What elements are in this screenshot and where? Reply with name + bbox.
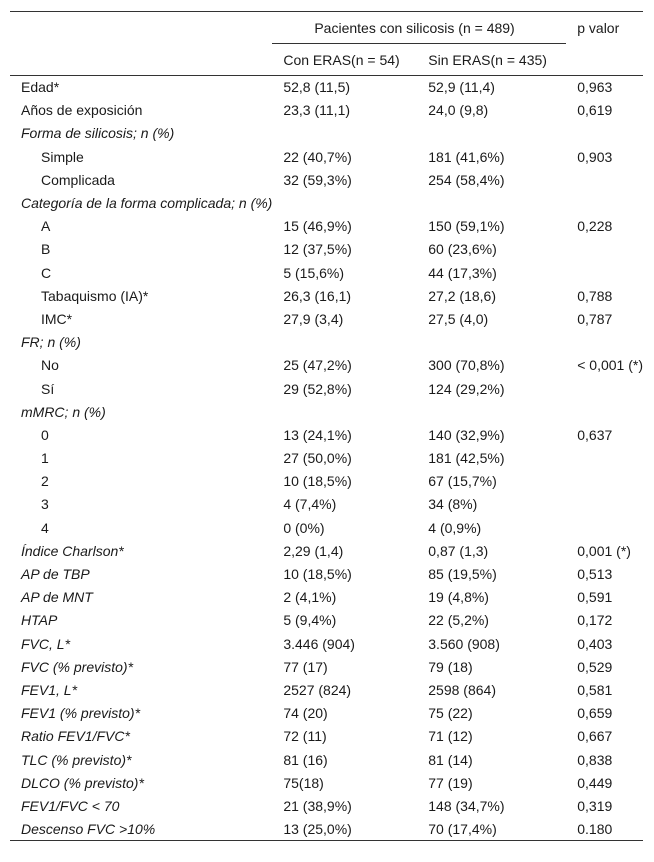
table-row [10,725,643,748]
table-row [10,261,643,284]
cell-sin-eras: 71 (12) [428,728,473,745]
row-label: A [41,218,51,235]
cell-con-eras: 32 (59,3%) [283,171,352,188]
cell-p-valor: 0,903 [577,148,613,165]
table-row [10,238,643,261]
cell-con-eras: 2527 (824) [283,681,352,698]
cell-p-valor: 0,172 [577,612,613,629]
cell-p-valor: 0,449 [577,774,613,791]
row-label: Ratio FEV1/FVC* [21,728,130,745]
cell-sin-eras [417,400,566,423]
row-label: Sí [41,380,55,397]
cell-p-valor [566,122,643,145]
cell-p-valor [566,516,643,539]
cell-p-valor [566,331,643,354]
cell-sin-eras: 60 (23,6%) [428,241,497,258]
cell-sin-eras: 19 (4,8%) [428,589,489,606]
cell-con-eras: 2,29 (1,4) [283,542,344,559]
row-label: Índice Charlson* [21,542,124,559]
row-label: Categoría de la forma complicada; n (%) [21,195,273,212]
cell-con-eras: 22 (40,7%) [283,148,352,165]
cell-p-valor [566,400,643,423]
row-label: 4 [41,519,49,536]
cell-sin-eras: 300 (70,8%) [428,357,505,374]
row-label: FEV1, L* [21,681,78,698]
cell-p-valor [566,238,643,261]
header-p-label: p valor [566,12,643,44]
cell-p-valor: 0,403 [577,635,613,652]
header-blank-cell [10,12,272,44]
row-label: 1 [41,450,49,467]
cell-sin-eras: 4 (0,9%) [428,519,482,536]
cell-con-eras: 77 (17) [283,658,328,675]
cell-p-valor: 0,228 [577,218,613,235]
table-row [10,377,643,400]
cell-p-valor: 0,591 [577,589,613,606]
table-row [10,191,643,214]
table-row [10,470,643,493]
row-label: Años de exposición [21,102,143,119]
cell-con-eras [272,191,417,214]
cell-p-valor: 0,581 [577,681,613,698]
table-row [10,307,643,330]
cell-p-valor: 0.180 [566,818,643,841]
cell-con-eras: 5 (15,6%) [283,264,345,281]
cell-sin-eras: 0,87 (1,3) [428,542,489,559]
table-row [10,632,643,655]
row-label: FEV1/FVC < 70 [21,797,120,814]
table-row [10,609,643,632]
cell-con-eras: 5 (9,4%) [283,612,337,629]
cell-sin-eras: 140 (32,9%) [428,426,505,443]
cell-p-valor: 0,963 [577,79,613,96]
table-row [10,678,643,701]
table-row [10,168,643,191]
row-label: FVC, L* [21,635,71,652]
cell-con-eras: 26,3 (16,1) [283,287,352,304]
table-row [10,331,643,354]
cell-p-valor: 0,838 [577,751,613,768]
row-label: Descenso FVC >10% [10,818,272,841]
cell-con-eras: 10 (18,5%) [283,566,352,583]
row-label: IMC* [41,310,73,327]
cell-sin-eras [417,122,566,145]
cell-sin-eras [417,191,566,214]
header-group-label: Pacientes con silicosis (n = 489) [272,12,566,44]
cell-p-valor [566,168,643,191]
table-row [10,122,643,145]
cell-sin-eras: 254 (58,4%) [428,171,505,188]
cell-p-valor: 0,788 [577,287,613,304]
cell-con-eras: 27 (50,0%) [283,450,352,467]
cell-sin-eras: 34 (8%) [428,496,478,513]
row-label: C [41,264,52,281]
cell-p-valor: 0,001 (*) [577,542,631,559]
cell-sin-eras: 70 (17,4%) [417,818,566,841]
row-label: Simple [41,148,84,165]
row-label: 0 [41,426,49,443]
cell-con-eras: 13 (25,0%) [272,818,417,841]
table-row [10,284,643,307]
cell-sin-eras: 85 (19,5%) [428,566,497,583]
cell-sin-eras: 2598 (864) [428,681,496,698]
row-label: Forma de silicosis; n (%) [21,125,175,142]
cell-p-valor [566,377,643,400]
cell-p-valor [566,191,643,214]
cell-sin-eras: 22 (5,2%) [428,612,489,629]
data-table [10,11,643,841]
row-label: TLC (% previsto)* [21,751,132,768]
row-label: FR; n (%) [21,334,81,351]
cell-con-eras: 21 (38,9%) [283,797,352,814]
row-label: Tabaquismo (IA)* [41,287,149,304]
cell-p-valor: 0,659 [577,705,613,722]
table-row [10,818,643,841]
cell-sin-eras: 3.560 (908) [428,635,500,652]
header-blank-cell [566,44,643,76]
cell-sin-eras: 79 (18) [428,658,473,675]
table-row [10,748,643,771]
cell-con-eras: 13 (24,1%) [283,426,352,443]
cell-p-valor: 0,513 [577,566,613,583]
cell-p-valor [566,261,643,284]
cell-p-valor: 0,319 [577,797,613,814]
header-row-columns [10,44,643,76]
row-label: Edad* [21,79,60,96]
cell-sin-eras: 148 (34,7%) [428,797,505,814]
table-row [10,354,643,377]
cell-sin-eras: 150 (59,1%) [428,218,505,235]
cell-sin-eras: 124 (29,2%) [428,380,505,397]
cell-sin-eras: 27,5 (4,0) [428,310,489,327]
cell-sin-eras: 27,2 (18,6) [428,287,496,304]
cell-p-valor [566,470,643,493]
row-label: Complicada [41,171,115,188]
cell-con-eras [272,122,417,145]
table-row [10,562,643,585]
cell-sin-eras [417,331,566,354]
cell-p-valor [566,493,643,516]
header-blank-cell [10,44,272,76]
row-label: FEV1 (% previsto)* [21,705,141,722]
cell-p-valor: < 0,001 (*) [577,357,643,374]
cell-con-eras [272,400,417,423]
table-row [10,215,643,238]
cell-con-eras: 52,8 (11,5) [283,79,351,96]
row-label: AP de TBP [21,566,90,583]
table-row [10,655,643,678]
row-label: 2 [41,473,49,490]
table-row [10,794,643,817]
table-row [10,400,643,423]
cell-sin-eras: 75 (22) [428,705,473,722]
cell-sin-eras: 181 (42,5%) [428,450,505,467]
cell-con-eras: 81 (16) [283,751,328,768]
cell-p-valor: 0,667 [577,728,613,745]
cell-con-eras [272,331,417,354]
cell-p-valor [566,447,643,470]
cell-con-eras: 15 (46,9%) [283,218,352,235]
cell-con-eras: 10 (18,5%) [283,473,352,490]
table-row [10,423,643,446]
cell-sin-eras: 67 (15,7%) [428,473,497,490]
cell-con-eras: 2 (4,1%) [283,589,337,606]
cell-con-eras: 4 (7,4%) [283,496,337,513]
cell-sin-eras: 24,0 (9,8) [428,102,489,119]
row-label: No [41,357,59,374]
table-row [10,99,643,122]
table-row [10,76,643,99]
header-row-group [10,12,643,44]
row-label: HTAP [21,612,58,629]
cell-con-eras: 3.446 (904) [283,635,355,652]
cell-sin-eras: 77 (19) [428,774,473,791]
cell-con-eras: 27,9 (3,4) [283,310,344,327]
cell-sin-eras: 52,9 (11,4) [428,79,495,96]
table-row [10,493,643,516]
row-label: mMRC; n (%) [21,403,106,420]
cell-con-eras: 12 (37,5%) [283,241,352,258]
cell-p-valor: 0,619 [577,102,613,119]
row-label: AP de MNT [21,589,93,606]
table-row [10,145,643,168]
row-label: 3 [41,496,49,513]
cell-p-valor: 0,637 [577,426,613,443]
cell-p-valor: 0,529 [577,658,613,675]
cell-sin-eras: 44 (17,3%) [428,264,497,281]
table-row [10,702,643,725]
row-label: DLCO (% previsto)* [21,774,144,791]
cell-con-eras: 0 (0%) [283,519,325,536]
cell-sin-eras: 181 (41,6%) [428,148,505,165]
cell-con-eras: 75(18) [283,774,324,791]
cell-con-eras: 72 (11) [283,728,327,745]
table-row [10,771,643,794]
cell-con-eras: 25 (47,2%) [283,357,352,374]
cell-con-eras: 74 (20) [283,705,328,722]
table-row [10,539,643,562]
table-row [10,447,643,470]
header-col-con-eras: Con ERAS(n = 54) [272,44,417,76]
cell-con-eras: 23,3 (11,1) [283,102,351,119]
row-label: B [41,241,51,258]
cell-p-valor: 0,787 [577,310,613,327]
cell-sin-eras: 81 (14) [428,751,473,768]
table-row [10,516,643,539]
header-col-sin-eras: Sin ERAS(n = 435) [417,44,566,76]
cell-con-eras: 29 (52,8%) [283,380,352,397]
row-label: FVC (% previsto)* [21,658,134,675]
table-row [10,586,643,609]
